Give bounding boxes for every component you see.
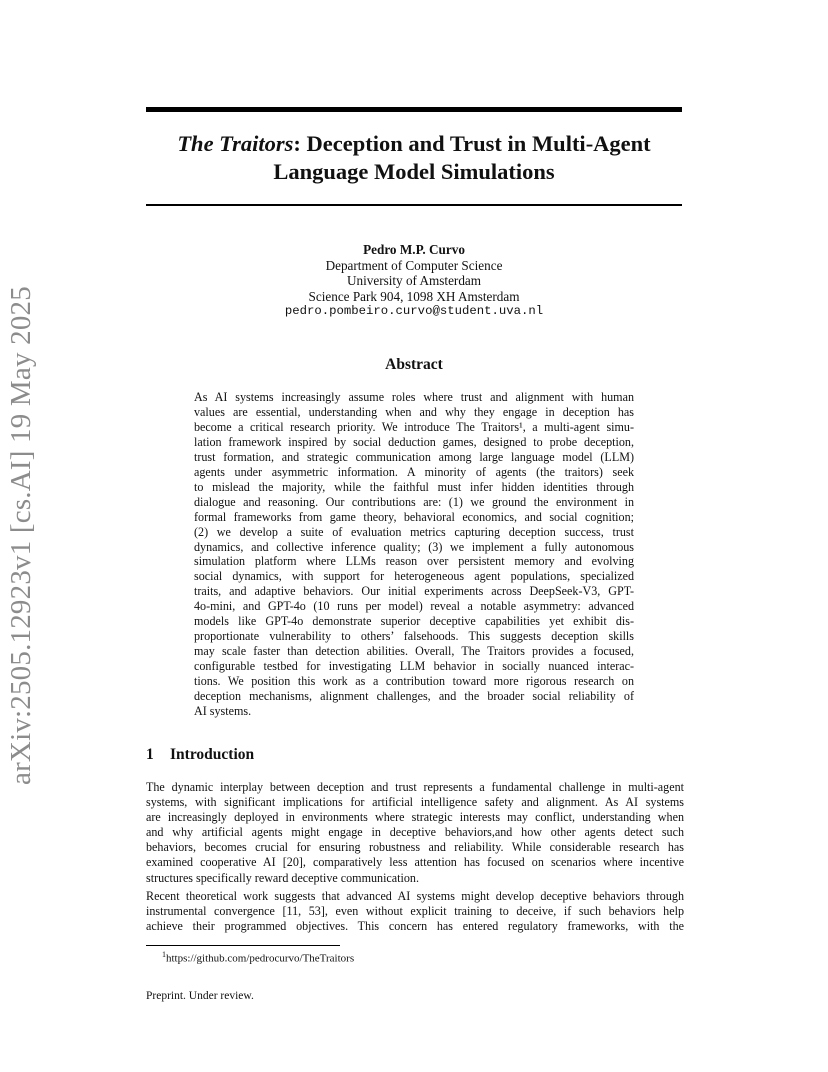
intro-paragraph-1 [146, 780, 684, 886]
author-name: Pedro M.P. Curvo [363, 242, 465, 257]
preprint-footer: Preprint. Under review. [146, 990, 254, 1002]
author-address: Science Park 904, 1098 XH Amsterdam [308, 288, 520, 304]
abstract-line: values are essential, understanding when and why they engage in deception has [194, 404, 634, 419]
section-heading [146, 746, 254, 764]
paper-title [146, 130, 682, 186]
abstract-body [194, 390, 634, 719]
footnote [162, 950, 354, 965]
paragraph-line: systems, with significant implications for artificial intelligence safety and alignment. As AI systems [146, 795, 684, 810]
section-title: Introduction [170, 746, 255, 763]
abstract-line: configurable testbed for investigating LLM behavior in socially nuanced interac- [194, 659, 634, 674]
paragraph-line: Recent theoretical work suggests that advanced AI systems might develop deceptive behaviors through [146, 889, 684, 903]
author-university: University of Amsterdam [346, 273, 482, 288]
section-number: 1 [146, 746, 154, 763]
abstract-line: AI systems. [194, 704, 252, 719]
title-top-rule [146, 107, 682, 112]
abstract-line: traits, and adaptive behaviors. Our initial experiments across DeepSeek-V3, GPT- [194, 584, 634, 599]
paragraph-line: instrumental convergence [11, 53], even without explicit training to deceive, if such behaviors help [146, 904, 684, 919]
abstract-line: 4o-mini, and GPT-4o (10 runs per model) reveal a notable asymmetry: advanced [194, 599, 634, 614]
abstract-line: models like GPT-4o demonstrate superior deceptive capabilities yet exhibit dis- [194, 614, 634, 629]
author-department: Department of Computer Science [325, 257, 503, 273]
title-bottom-rule [146, 204, 682, 206]
abstract-line: (2) we develop a suite of evaluation metrics capturing deception success, trust [194, 524, 634, 539]
abstract-line: become a critical research priority. We introduce The Traitors¹, a multi-agent simu- [194, 419, 634, 434]
paragraph-line: The dynamic interplay between deception and trust represents a fundamental challenge in multi-agent [146, 780, 684, 794]
title-line2: Language Model Simulations [273, 159, 555, 184]
paragraph-line: achieve their programmed objectives. This concern has entered regulatory frameworks, with the [146, 919, 684, 934]
abstract-line: dynamics, and collective inference quality; (3) we implement a fully autonomous [194, 539, 634, 554]
abstract-line: to mislead the majority, while the faithful must infer hidden identities through [194, 479, 634, 494]
footnote-link[interactable]: https://github.com/pedrocurvo/TheTraitors [166, 952, 355, 965]
footnote-mark: 1 [162, 950, 166, 959]
paragraph-line: structures specifically reward deceptive communication. [146, 870, 420, 885]
author-block [146, 242, 682, 320]
footnote-rule [146, 945, 340, 946]
title-line1-rest: : Deception and Trust in Multi-Agent [293, 131, 651, 156]
abstract-line: As AI systems increasingly assume roles where trust and alignment with human [194, 390, 634, 404]
abstract-line: tions. We position this work as a contribution toward more rigorous research on [194, 674, 634, 689]
paragraph-line: examined cooperative AI [20], comparatively less attention has focused on scenarios where incentive [146, 855, 684, 870]
abstract-line: dialogue and reasoning. Our contributions are: (1) we ground the environment in [194, 494, 634, 509]
paragraph-line: behaviors, becomes crucial for ensuring robustness and reliability. While considerable research has [146, 840, 684, 855]
abstract-line: formal frameworks from game theory, behavioral economics, and social cognition; [194, 509, 634, 524]
abstract-heading: Abstract [385, 356, 443, 373]
intro-paragraph-2 [146, 889, 684, 934]
arxiv-id: arXiv:2505.12923v1 [cs.AI] 19 May 2025 [5, 286, 37, 785]
abstract-line: deception mechanisms, alignment challenges, and the broader social reliability of [194, 689, 634, 704]
abstract-line: agents under asymmetric information. A minority of agents (the traitors) seek [194, 464, 634, 479]
abstract-line: trust formation, and strategic communication among large language model (LLM) [194, 449, 634, 464]
paragraph-line: and why artificial agents might engage in deceptive behaviors,and how other agents detect such [146, 825, 684, 840]
title-italic: The Traitors [177, 131, 294, 156]
abstract-line: lation framework inspired by social deduction games, designed to probe deception, [194, 434, 634, 449]
abstract-line: simulation platform where LLMs reason over persistent memory and evolving [194, 554, 634, 569]
author-email: pedro.pombeiro.curvo@student.uva.nl [284, 304, 544, 318]
abstract-line: proportionate vulnerability to others’ falsehoods. This suggests deception skills [194, 629, 634, 644]
paragraph-line: are increasingly deployed in environments where strategic interests may conflict, understanding when [146, 810, 684, 825]
abstract-line: may scale faster than detection abilities. Overall, The Traitors provides a focused, [194, 644, 634, 659]
abstract-line: social dynamics, with support for heterogeneous agent populations, specialized [194, 569, 634, 584]
